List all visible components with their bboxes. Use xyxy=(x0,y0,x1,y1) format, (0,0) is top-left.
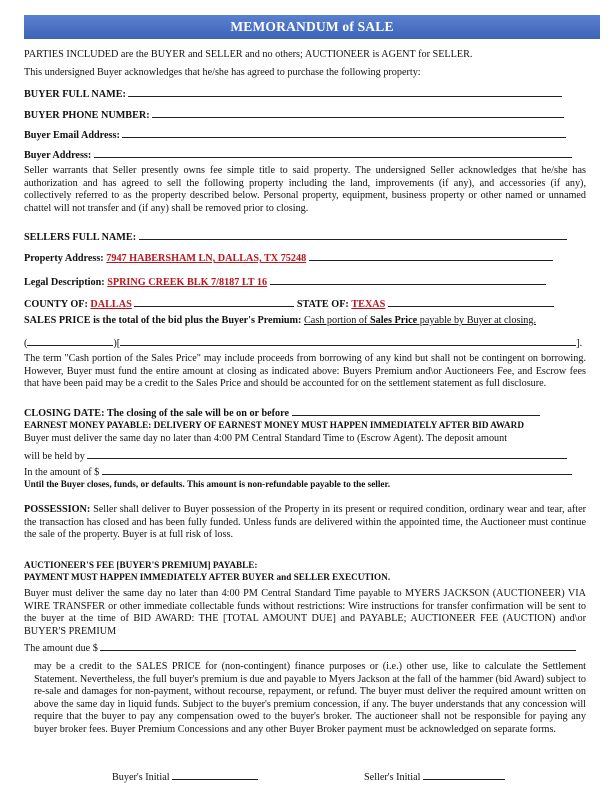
county-label: COUNTY OF: xyxy=(24,299,88,310)
county-state-row xyxy=(24,296,554,311)
legal-description-line xyxy=(270,274,546,285)
seller-initial-label: Seller's Initial xyxy=(364,772,421,783)
county-value[interactable]: DALLAS xyxy=(90,299,132,310)
buyer-full-name-label: BUYER FULL NAME: xyxy=(24,89,126,100)
sales-price-numeric-field[interactable] xyxy=(27,335,113,346)
buyer-initial-label: Buyer's Initial xyxy=(112,772,170,783)
state-value[interactable]: TEXAS xyxy=(351,299,386,310)
buyer-full-name-field[interactable] xyxy=(128,86,562,97)
state-line xyxy=(388,296,554,307)
auctioneer-fee-paragraph: Buyer must deliver the same day no later than 4:00 PM Central Standard Time payable to MYERS JACKSON (AUCTIONEER) VIA WIRE TRANSFER or other immediate collectable funds without restrictions: Wire instructions for transfer confirmation will be sent to the buyer at the time of BID AWARD: THE [TOTAL AMOUNT DUE] and PAYABLE; AUCTIONEER FEE (AUCTION) and\or BUYER'S PREMIUM xyxy=(24,588,586,637)
property-address-line xyxy=(309,250,553,261)
held-by-field[interactable] xyxy=(87,448,567,459)
legal-description-row xyxy=(24,274,546,289)
non-refundable-notice: Until the Buyer closes, funds, or defaults. This amount is non-refundable payable to the seller. xyxy=(24,479,391,489)
seller-initial-field[interactable] xyxy=(423,769,505,780)
payment-heading: PAYMENT MUST HAPPEN IMMEDIATELY AFTER BUYER and SELLER EXECUTION. xyxy=(24,572,391,582)
buyer-phone-field[interactable] xyxy=(152,107,564,118)
buyer-email-label: Buyer Email Address: xyxy=(24,130,120,141)
buyer-full-name-row xyxy=(24,86,562,101)
buyer-phone-row xyxy=(24,107,564,122)
property-address-label: Property Address: xyxy=(24,253,104,264)
held-by-label: will be held by xyxy=(24,451,85,462)
credit-paragraph: may be a credit to the SALES PRICE for (non-contingent) finance purposes or (i.e.) other use, like to calculate the Settlement Statement. Nevertheless, the full buyer's premium is due and payable to Myers Jackson at the fall of the hammer (bid Award) subject to re-sale and damages for non-payment, without recourse, repayment, or refund. The buyer must deliver the required amount written on above the same day in liquid funds. Subject to the buyer's premium concession, if any. The buyer understands that any concession will require that the buyer to pay any compensation owed to the buyer's broker. The auctioneer shall not be responsible for paying any buyer broker fees. Buyer Premium Concessions and any other Buyer Broker payment must be acknowledged on separate forms. xyxy=(34,661,586,735)
buyer-email-field[interactable] xyxy=(122,127,566,138)
earnest-amount-field[interactable] xyxy=(102,464,572,475)
legal-description-label: Legal Description: xyxy=(24,277,105,288)
possession-paragraph xyxy=(24,504,586,542)
property-address-value[interactable]: 7947 HABERSHAM LN, DALLAS, TX 75248 xyxy=(106,253,307,264)
page-title: MEMORANDUM of SALE xyxy=(24,15,600,39)
legal-description-value[interactable]: SPRING CREEK BLK 7/8187 LT 16 xyxy=(107,277,268,288)
intro-acknowledge: This undersigned Buyer acknowledges that he/she has agreed to purchase the following property: xyxy=(24,67,421,78)
closing-date-label: CLOSING DATE: The closing of the sale will be on or before xyxy=(24,408,289,419)
property-address-row xyxy=(24,250,553,265)
sellers-full-name-label: SELLERS FULL NAME: xyxy=(24,232,137,243)
sales-price-words-field[interactable] xyxy=(120,335,576,346)
amount-due-field[interactable] xyxy=(100,640,576,651)
earnest-money-heading: EARNEST MONEY PAYABLE: DELIVERY OF EARNEST MONEY MUST HAPPEN IMMEDIATELY AFTER BID AWARD xyxy=(24,420,524,430)
state-label: STATE OF: xyxy=(296,299,349,310)
buyer-initial-field[interactable] xyxy=(172,769,258,780)
buyer-initial-row xyxy=(112,769,258,784)
closing-date-row xyxy=(24,405,540,420)
earnest-amount-label: In the amount of $ xyxy=(24,467,100,478)
buyer-address-field[interactable] xyxy=(94,147,572,158)
buyer-phone-label: BUYER PHONE NUMBER: xyxy=(24,110,150,121)
possession-label: POSSESSION: xyxy=(24,504,91,515)
buyer-address-row xyxy=(24,147,572,162)
sales-price-amount-row: ( )[ ]. xyxy=(24,335,582,350)
possession-text: Seller shall deliver to Buyer possession of the Property in its present or required condition, ordinary wear and tear, after the transaction has closed and has been fully funded. Unless funds are delivered within the appointed time, the Auctioneer must continue the sale of the property. Buyer is at full risk of loss. xyxy=(24,504,586,541)
sellers-full-name-row xyxy=(24,229,567,244)
sales-price-cash-portion: Cash portion of Sales Price payable by Buyer at closing. xyxy=(304,315,537,326)
held-by-row xyxy=(24,448,567,463)
intro-parties: PARTIES INCLUDED are the BUYER and SELLER and no others; AUCTIONEER is AGENT for SELLER. xyxy=(24,49,473,60)
closing-date-field[interactable] xyxy=(292,405,540,416)
buyer-email-row xyxy=(24,127,566,142)
sellers-full-name-field[interactable] xyxy=(139,229,567,240)
earnest-money-text: Buyer must deliver the same day no later than 4:00 PM Central Standard Time to (Escrow Agent). The deposit amount xyxy=(24,433,508,444)
amount-due-label: The amount due $ xyxy=(24,643,98,654)
buyer-address-label: Buyer Address: xyxy=(24,150,92,161)
sales-price-row xyxy=(24,315,536,327)
seller-initial-row xyxy=(364,769,505,784)
auctioneer-fee-heading: AUCTIONEER'S FEE [BUYER'S PREMIUM] PAYABLE: xyxy=(24,560,258,570)
sales-price-heading: SALES PRICE is the total of the bid plus the Buyer's Premium: xyxy=(24,315,302,326)
amount-due-row xyxy=(24,640,576,655)
seller-warrant-paragraph: Seller warrants that Seller presently owns fee simple title to said property. The undersigned Seller acknowledges that he/she has authorization and has agreed to sell the following property including the land, improvements (if any), and accessories (if any), collectively referred to as the property described below. Personal property, equipment, business property or other named or unnamed chattel will not transfer and (if any) shall be removed prior to closing. xyxy=(24,165,586,214)
earnest-amount-row xyxy=(24,464,572,479)
cash-portion-paragraph: The term "Cash portion of the Sales Price" may include proceeds from borrowing of any kind but shall not be contingent on borrowing. However, Buyer must fund the entire amount at closing as indicated above: Buyers Premium and\or Auctioneers Fee, and Escrow fees that have been paid may be a credit to the Sales Price and should be accounted for on the settlement statement as full disclosure. xyxy=(24,353,586,390)
county-line xyxy=(134,296,294,307)
